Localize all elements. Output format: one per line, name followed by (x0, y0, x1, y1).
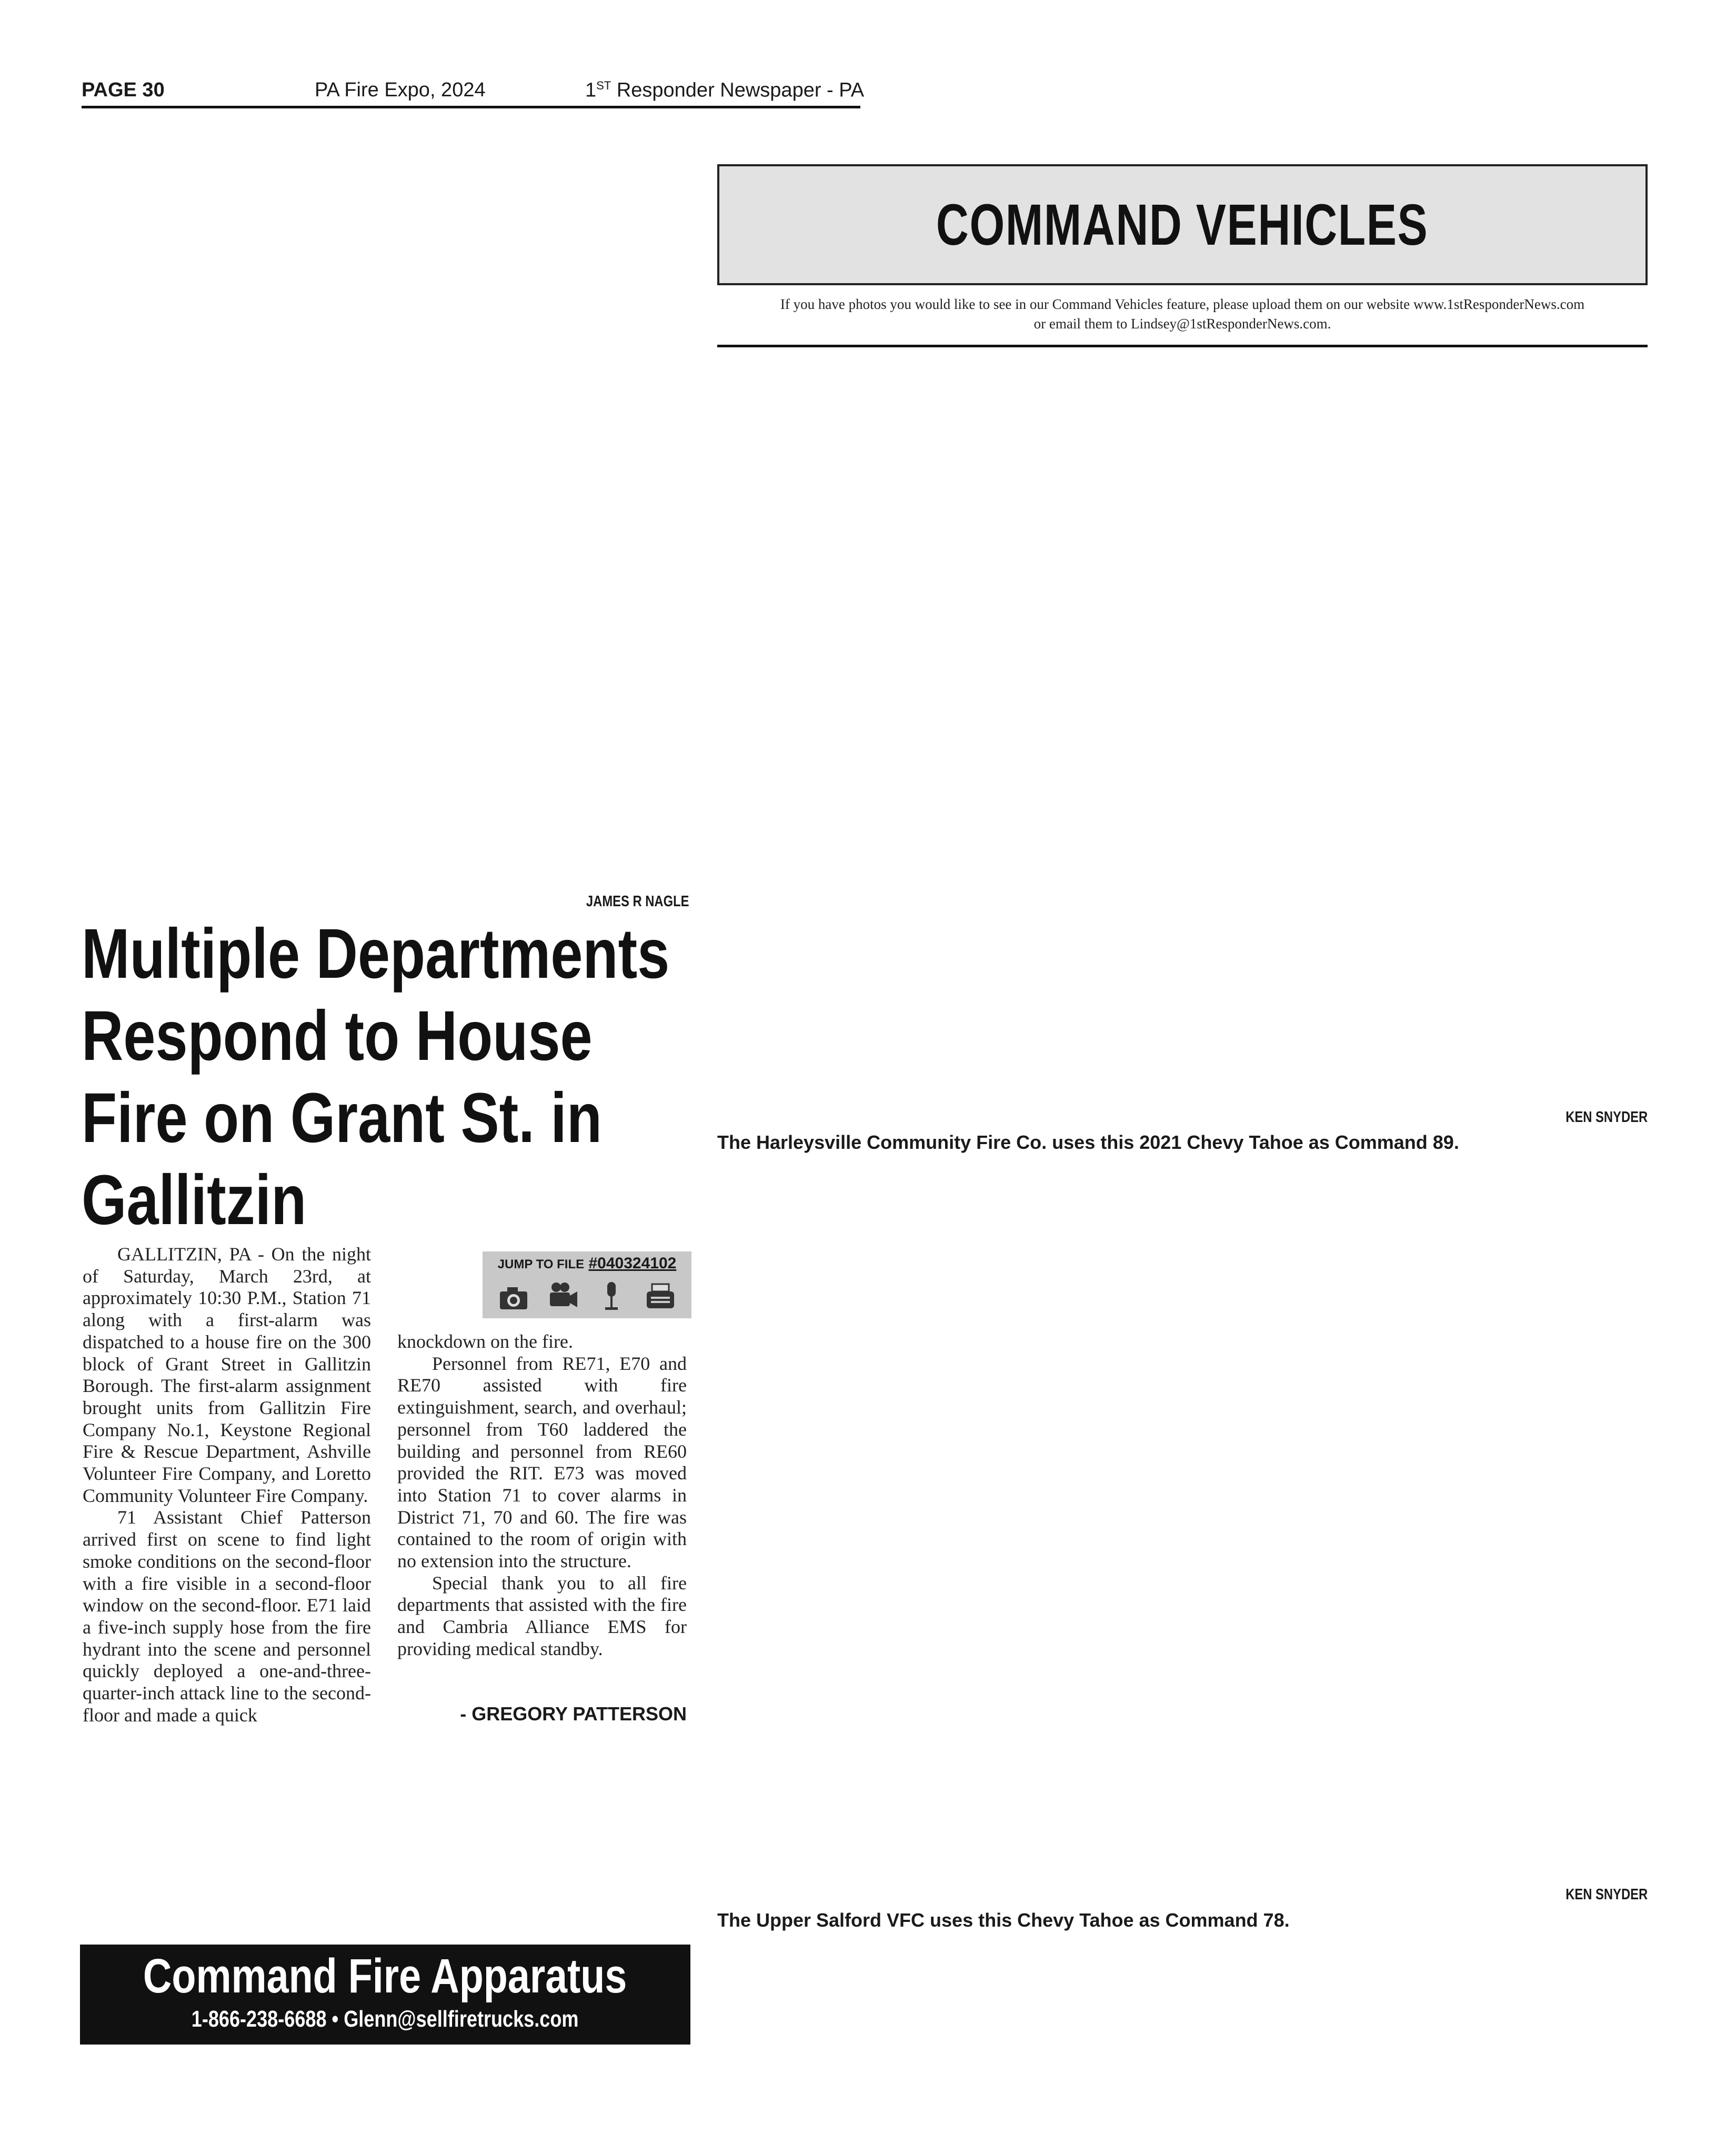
article-byline: - GREGORY PATTERSON (460, 1703, 687, 1725)
article-column-2 (397, 1331, 687, 1660)
page-number: PAGE 30 (82, 79, 165, 101)
note-line-2: or email them to Lindsey@1stResponderNews.com. (1033, 316, 1331, 332)
newspaper-name (585, 79, 864, 102)
headline-line-1: Multiple Departments (82, 915, 670, 993)
command-vehicles-title: COMMAND VEHICLES (936, 192, 1429, 257)
article-column-1 (83, 1244, 371, 1726)
paper-sup: ST (596, 79, 611, 92)
ad-title-text: Command Fire Apparatus (143, 1949, 627, 2003)
ad-contact (80, 2006, 690, 2032)
note-line-1: If you have photos you would like to see in our Command Vehicles feature, please upload them on our website www.1stResponderNews.com (780, 296, 1585, 312)
edition-label: PA Fire Expo, 2024 (315, 79, 486, 101)
microphone-icon (596, 1280, 627, 1313)
article-paragraph: Personnel from RE71, E70 and RE70 assisted with fire extinguishment, search, and overhaul; personnel from T60 laddered the building and personnel from RE60 provided the RIT. E73 was moved into Station 71 to cover alarms in District 71, 70 and 60. The fire was contained to the room of origin with no extension into the structure. (397, 1352, 687, 1572)
article-paragraph: GALLITZIN, PA - On the night of Saturday, March 23rd, at approximately 10:30 P.M., Station 71 along with a first-alarm was dispatched to a house fire on the 300 block of Grant Street in Gallitzin Borough. The first-alarm assignment brought units from Gallitzin Fire Company No.1, Keystone Regional Fire & Rescue Department, Ashville Volunteer Fire Company, and Loretto Community Volunteer Fire Company. (83, 1244, 371, 1506)
photo-credit-2: KEN SNYDER (1566, 1886, 1648, 1903)
ad-title (80, 1949, 690, 2004)
article-photo-credit: JAMES R NAGLE (586, 893, 689, 910)
typewriter-icon (645, 1280, 676, 1313)
paper-prefix: 1 (585, 79, 597, 102)
paper-rest: Responder Newspaper - PA (611, 79, 865, 102)
article-paragraph: knockdown on the fire. (397, 1331, 573, 1352)
jump-label: JUMP TO FILE (497, 1257, 585, 1271)
camera-icon (498, 1280, 529, 1313)
ad-contact-text: 1-866-238-6688 • Glenn@sellfiretrucks.com (192, 2006, 579, 2032)
photo-caption-1: The Harleysville Community Fire Co. uses this 2021 Chevy Tahoe as Command 89. (717, 1131, 1459, 1153)
photo-credit-1: KEN SNYDER (1566, 1109, 1648, 1126)
video-camera-icon (547, 1280, 578, 1313)
jump-icons (489, 1278, 685, 1315)
command-vehicles-rule (717, 345, 1648, 347)
header-rule (82, 106, 860, 108)
command-fire-apparatus-ad[interactable] (80, 1945, 690, 2045)
headline-line-2: Respond to House (82, 997, 593, 1075)
jump-file-number[interactable]: #040324102 (588, 1255, 677, 1272)
command-vehicles-banner (717, 164, 1648, 285)
headline-line-3: Fire on Grant St. in (82, 1079, 602, 1157)
command-vehicles-note (717, 295, 1648, 334)
jump-to-file-badge[interactable] (483, 1251, 691, 1318)
article-paragraph: Special thank you to all fire departments that assisted with the fire and Cambria Alliance EMS for providing medical standby. (397, 1572, 687, 1659)
photo-caption-2: The Upper Salford VFC uses this Chevy Tahoe as Command 78. (717, 1909, 1290, 1931)
article-paragraph: 71 Assistant Chief Patterson arrived first on scene to find light smoke conditions on the second-floor with a fire visible in a second-floor window on the second-floor. E71 laid a five-inch supply hose from the fire hydrant into the scene and personnel quickly deployed a one-and-three-quarter-inch attack line to the second-floor and made a quick (83, 1507, 371, 1726)
jump-to-file-label (483, 1255, 691, 1273)
article-headline (82, 913, 745, 1241)
headline-line-4: Gallitzin (82, 1161, 307, 1239)
